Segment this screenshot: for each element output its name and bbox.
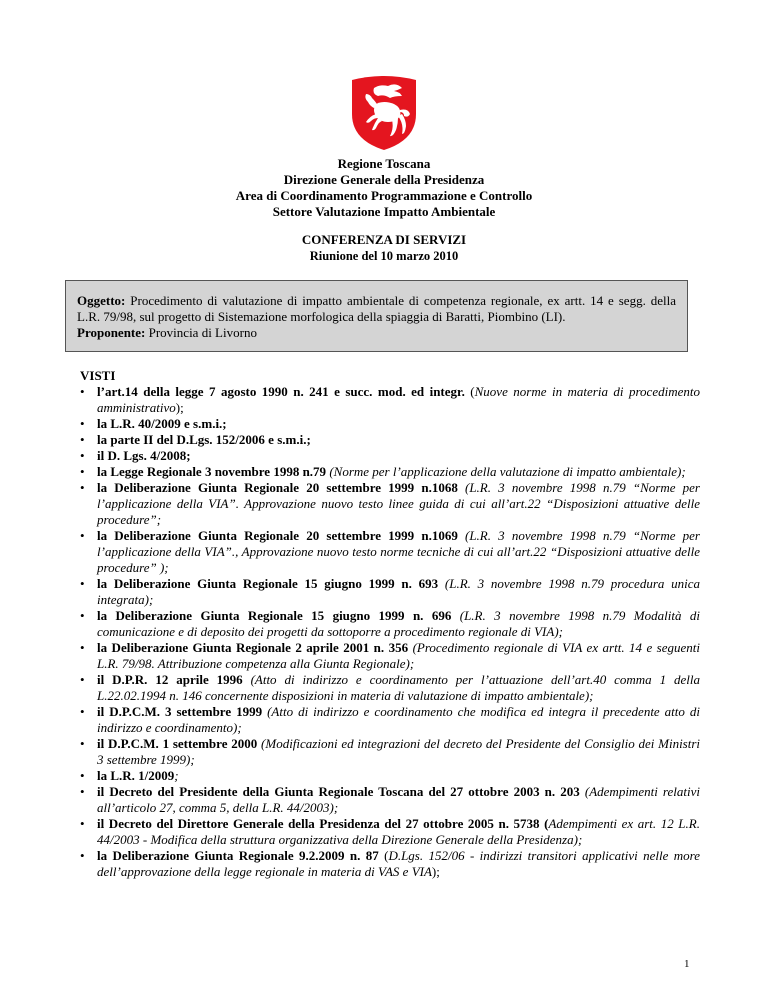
item-plain-text [243, 672, 251, 687]
item-bold-text: la L.R. 1/2009 [97, 768, 175, 783]
item-bold-text: il D.P.C.M. 1 settembre 2000 [97, 736, 258, 751]
item-bold-text: la Deliberazione Giunta Regionale 20 settembre 1999 n.1069 [97, 528, 458, 543]
list-item [80, 608, 700, 640]
item-bold-text: la Deliberazione Giunta Regionale 9.2.2009 n. 87 [97, 848, 379, 863]
list-item [80, 784, 700, 816]
visti-heading: VISTI [80, 368, 116, 383]
list-item [80, 464, 700, 480]
list-item [80, 576, 700, 608]
item-plain-text [458, 528, 465, 543]
pegasus-shield-icon [344, 74, 424, 152]
list-item [80, 768, 700, 784]
list-item [80, 416, 700, 432]
subject-paragraph [77, 293, 676, 325]
list-item [80, 704, 700, 736]
item-bold-text: la L.R. 40/2009 e s.m.i.; [97, 416, 227, 431]
item-plain-text: ); [175, 400, 184, 415]
list-item [80, 736, 700, 768]
visti-list [80, 384, 700, 880]
item-bold-text: la Deliberazione Giunta Regionale 20 settembre 1999 n.1068 [97, 480, 458, 495]
item-bold-text: il Decreto del Presidente della Giunta Regionale Toscana del 27 ottobre 2003 n. 203 [97, 784, 580, 799]
header-line-3: Area di Coordinamento Programmazione e Controllo [235, 188, 533, 203]
institution-header [0, 156, 768, 220]
item-plain-text: ); [431, 864, 440, 879]
list-item [80, 384, 700, 416]
page-number: 1 [684, 958, 690, 970]
header-line-4: Settore Valutazione Impatto Ambientale [272, 204, 496, 219]
list-item [80, 528, 700, 576]
proponente-text: Provincia di Livorno [145, 325, 257, 340]
item-italic-text: ; [174, 768, 179, 783]
conference-heading [0, 232, 768, 264]
item-italic-text: (L.R. 3 novembre 1998 n.79 procedura unica integrata); [97, 576, 701, 607]
item-italic-text: (Procedimento regionale di VIA ex artt. 14 e seguenti L.R. 79/98. Attribuzione competenza alla Giunta Regionale); [97, 640, 701, 671]
item-plain-text [438, 576, 445, 591]
item-italic-text: (L.R. 3 novembre 1998 n.79 Modalità di comunicazione e di deposito dei progetti da sottoporre a procedimento regionale di VIA); [97, 608, 700, 639]
item-italic-text: (L.R. 3 novembre 1998 n.79 “Norme per l’applicazione della VIA”. Approvazione nuovo testo linee guida di cui all’art.22 “Disposizioni attuative delle procedure”; [97, 480, 700, 527]
item-italic-text: (Modificazioni ed integrazioni del decreto del Presidente del Consiglio dei Ministri 3 settembre 1999); [97, 736, 701, 767]
item-plain-text [451, 608, 459, 623]
item-italic-text: (Norme per l’applicazione della valutazione di impatto ambientale); [329, 464, 686, 479]
item-italic-text: (Adempimenti relativi all’articolo 27, comma 5, della L.R. 44/2003); [97, 784, 700, 815]
list-item [80, 816, 700, 848]
item-bold-text: il D.P.R. 12 aprile 1996 [97, 672, 243, 687]
proponente-label: Proponente: [77, 325, 146, 340]
item-bold-text: la Deliberazione Giunta Regionale 15 giugno 1999 n. 693 [97, 576, 439, 591]
item-italic-text: Adempimenti ex art. 12 L.R. 44/2003 - Modifica della struttura organizzativa della Direzione Generale della Presidenza); [97, 816, 700, 847]
header-line-1: Regione Toscana [337, 156, 431, 171]
item-bold-text: la Deliberazione Giunta Regionale 15 giugno 1999 n. 696 [97, 608, 452, 623]
list-item [80, 672, 700, 704]
item-plain-text: ( [378, 848, 389, 863]
item-bold-text: il Decreto del Direttore Generale della Presidenza del 27 ottobre 2005 n. 5738 ( [97, 816, 549, 831]
item-italic-text: (L.R. 3 novembre 1998 n.79 “Norme per l’applicazione della VIA”., Approvazione nuovo testo norme tecniche di cui all’art.22 “Disposizioni attuative delle procedure” ); [97, 528, 700, 575]
item-bold-text: il D.P.C.M. 3 settembre 1999 [97, 704, 263, 719]
header-line-2: Direzione Generale della Presidenza [283, 172, 485, 187]
oggetto-text: Procedimento di valutazione di impatto ambientale di competenza regionale, ex artt. 14 e segg. della L.R. 79/98, sul progetto di Sistemazione morfologica della spiaggia di Baratti, Piombino (LI). [77, 293, 676, 324]
proponent-paragraph [77, 325, 676, 341]
item-bold-text: il D. Lgs. 4/2008; [97, 448, 191, 463]
item-italic-text: D.Lgs. 152/06 - indirizzi transitori applicativi nelle more dell’approvazione della legge regionale in materia di VAS e VIA [97, 848, 700, 879]
item-plain-text [458, 480, 465, 495]
list-item [80, 848, 700, 880]
list-item [80, 432, 700, 448]
list-item [80, 448, 700, 464]
list-item [80, 480, 700, 528]
list-item [80, 640, 700, 672]
item-italic-text: Nuove norme in materia di procedimento amministrativo [97, 384, 700, 415]
item-bold-text: l’art.14 della legge 7 agosto 1990 n. 241 e succ. mod. ed integr. [97, 384, 465, 399]
conference-title: CONFERENZA DI SERVIZI [301, 232, 467, 247]
item-bold-text: la parte II del D.Lgs. 152/2006 e s.m.i.; [97, 432, 311, 447]
item-plain-text: ( [464, 384, 475, 399]
item-italic-text: (Atto di indirizzo e coordinamento per l’attuazione dell’art.40 comma 1 della L.22.02.1994 n. 146 concernente disposizioni in materia di valutazione di impatto ambientale); [97, 672, 701, 703]
item-bold-text: la Legge Regionale 3 novembre 1998 n.79 [97, 464, 327, 479]
meeting-date: Riunione del 10 marzo 2010 [309, 249, 459, 263]
item-bold-text: la Deliberazione Giunta Regionale 2 aprile 2001 n. 356 [97, 640, 409, 655]
oggetto-label: Oggetto: [77, 293, 126, 308]
item-italic-text: (Atto di indirizzo e coordinamento che modifica ed integra il precedente atto di indirizzo e coordinamento); [97, 704, 701, 735]
subject-box [65, 280, 688, 352]
